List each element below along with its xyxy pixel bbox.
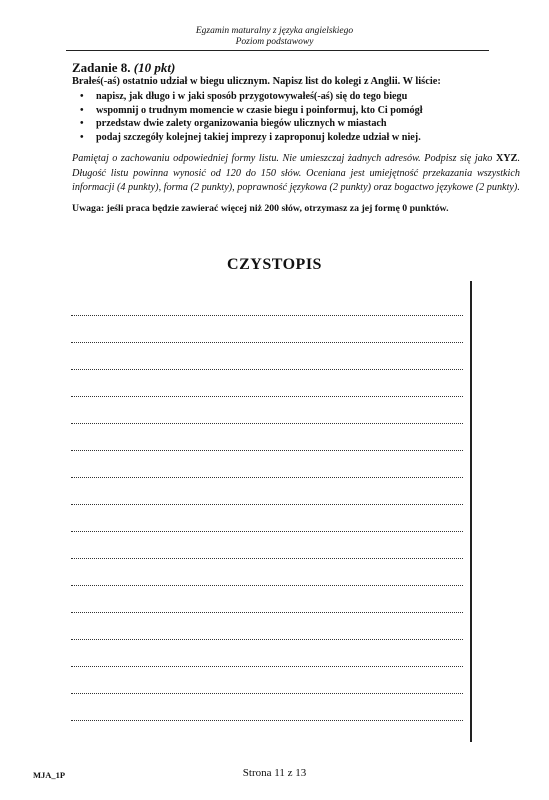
exam-header <box>0 26 549 48</box>
writing-line[interactable] <box>71 316 463 343</box>
word-limit-warning: Uwaga: jeśli praca będzie zawierać więcej niż 200 słów, otrzymasz za jej formę 0 punktów. <box>72 202 449 214</box>
task-heading <box>72 60 520 76</box>
task-requirements-list <box>72 90 520 144</box>
task-instructions <box>72 152 520 196</box>
margin-rule <box>470 281 472 742</box>
writing-line[interactable] <box>71 559 463 586</box>
requirement-item: • napisz, jak długo i w jaki sposób przygotowywałeś(-aś) się do tego biegu <box>72 90 520 104</box>
writing-line[interactable] <box>71 586 463 613</box>
writing-line[interactable] <box>71 343 463 370</box>
exam-level: Poziom podstawowy <box>235 37 314 47</box>
writing-line[interactable] <box>71 370 463 397</box>
signature-code: XYZ <box>495 153 518 164</box>
requirement-item: • przedstaw dwie zalety organizowania biegów ulicznych w miastach <box>72 117 520 131</box>
clean-copy-title: CZYSTOPIS <box>227 256 322 273</box>
header-divider <box>66 50 489 51</box>
task-points: (10 pkt) <box>133 60 176 75</box>
writing-line[interactable] <box>71 478 463 505</box>
writing-line[interactable] <box>71 532 463 559</box>
task-intro: Brałeś(-aś) ostatnio udział w biegu ulicznym. Napisz list do kolegi z Anglii. W liście: <box>72 76 441 87</box>
requirement-item: • wspomnij o trudnym momencie w czasie biegu i poinformuj, kto Ci pomógł <box>72 104 520 118</box>
task-number: Zadanie 8. <box>72 60 131 75</box>
writing-line[interactable] <box>71 667 463 694</box>
writing-line[interactable] <box>71 451 463 478</box>
writing-line[interactable] <box>71 424 463 451</box>
instructions-text-2: . Długość listu powinna wynosić od 120 do 150 słów. Oceniana jest umiejętność przekazania wszystkich informacji (4 punkty), forma (2 punkty), poprawność językowa (2 punkty) oraz bogactwo językowe (2 punkty). <box>72 153 520 193</box>
requirement-item: • podaj szczegóły kolejnej takiej imprezy i zaproponuj koledze udział w niej. <box>72 131 520 145</box>
task-section <box>72 60 520 215</box>
writing-line[interactable] <box>71 505 463 532</box>
exam-title: Egzamin maturalny z języka angielskiego <box>195 26 354 36</box>
instructions-text-1: Pamiętaj o zachowaniu odpowiedniej formy listu. Nie umieszczaj żadnych adresów. Podpisz się jako <box>72 153 496 164</box>
writing-line[interactable] <box>71 289 463 316</box>
writing-line[interactable] <box>71 613 463 640</box>
writing-line[interactable] <box>71 397 463 424</box>
writing-area[interactable] <box>71 289 463 721</box>
exam-code: MJA_1P <box>33 770 66 780</box>
writing-line[interactable] <box>71 640 463 667</box>
page-number: Strona 11 z 13 <box>242 767 307 779</box>
writing-line[interactable] <box>71 694 463 721</box>
